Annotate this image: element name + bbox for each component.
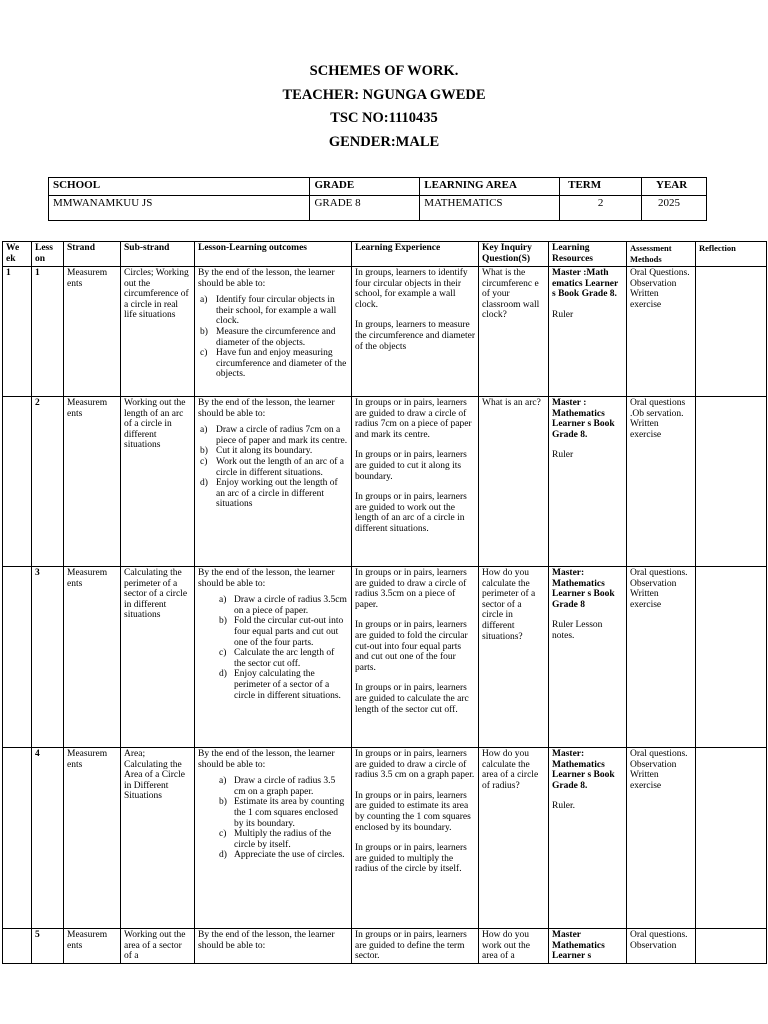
term-value: 2 [560,196,642,221]
substrand-cell [121,267,195,397]
column-header-row [3,242,767,267]
experience-text: In groups or in pairs, learners are guided to cut it along its boundary. [355,450,467,482]
strand-cell [64,748,121,929]
lesson-cell [32,397,64,567]
week-cell [3,567,32,748]
outcome-item [219,616,348,648]
assessment-cell [627,929,696,964]
resources-cell [549,267,627,397]
col-resources: Learning Resources [549,242,627,267]
question-cell [479,748,549,929]
resources-extra: Ruler [552,450,574,461]
resources-cell [549,397,627,567]
table-row [3,929,767,964]
outcome-item [219,776,348,797]
outcome-item [219,648,348,669]
strand-text: Measurem ents [67,930,108,951]
school-header: SCHOOL [49,178,310,196]
outcomes-list [198,425,348,510]
substrand-text: Working out the area of a sector of a [124,930,186,962]
resources-extra: Ruler [552,309,574,320]
col-experience: Learning Experience [352,242,479,267]
experience-text: In groups or in pairs, learners are guided to multiply the radius of the circle by itself. [355,843,467,875]
experience-text: In groups or in pairs, learners are guided to draw a circle of radius 3.5 cm on a graph paper. [355,749,475,781]
table-row [3,267,767,397]
question-cell [479,929,549,964]
substrand-cell [121,929,195,964]
outcome-text: Measure the circumference and diameter of the objects. [216,326,336,348]
outcomes-list [198,295,348,380]
outcome-text: Work out the length of an arc of a circle in different situations. [216,456,344,478]
substrand-text: Calculating the perimeter of a sector of a circle in different situations [124,568,188,621]
outcome-text: Draw a circle of radius 3.5 cm on a graph paper. [234,776,336,797]
col-assessment: Assessment Methods [627,242,696,267]
gender: GENDER:MALE [328,133,440,150]
outcome-text: Have fun and enjoy measuring circumference and diameter of the objects. [216,348,347,380]
experience-text: In groups or in pairs, learners are guided to define the term sector. [355,930,467,962]
outcome-marker: d) [219,850,227,861]
week-number: 1 [6,268,11,278]
lesson-number: 2 [35,398,40,408]
term-header: TERM [560,178,642,196]
outcome-item [219,595,348,616]
substrand-text: Circles; Working out the circumference of a circle in real life situations [124,268,189,321]
experience-text: In groups or in pairs, learners are guided to draw a circle of radius 7cm on a piece of paper and mark its centre. [355,398,472,440]
col-question: Key Inquiry Question(S) [479,242,549,267]
outcome-marker: a) [219,776,227,787]
experience-cell [352,567,479,748]
outcomes-intro: By the end of the lesson, the learner should be able to: [198,268,335,289]
experience-text: In groups or in pairs, learners are guided to calculate the arc length of the sector cut off. [355,683,469,715]
week-cell [3,929,32,964]
question-cell [479,267,549,397]
outcome-item [200,456,348,478]
year-header: YEAR [642,178,707,196]
substrand-text: Working out the length of an arc of a circle in different situations [124,398,186,451]
substrand-cell [121,567,195,748]
outcomes-cell [195,267,352,397]
outcome-text: Calculate the arc length of the sector cut off. [234,648,335,669]
outcomes-intro: By the end of the lesson, the learner should be able to: [198,749,335,770]
resources-book: Master: Mathematics Learner s Book Grade 8. [552,749,615,791]
resources-book: Master : Mathematics Learner s Book Grade 8. [552,398,615,440]
outcome-text: Draw a circle of radius 3.5cm on a piece of paper. [234,595,347,616]
learning-area-value: MATHEMATICS [420,196,560,221]
experience-text: In groups or in pairs, learners are guided to estimate its area by counting the 1 com squares enclosed by its boundary. [355,790,471,833]
assessment-text: Oral questions. Observation Written exercise [630,749,688,791]
outcome-text: Draw a circle of radius 7cm on a piece of paper and mark its centre. [216,425,348,446]
col-outcomes: Lesson-Learning outcomes [195,242,352,267]
substrand-cell [121,748,195,929]
lesson-cell [32,929,64,964]
experience-cell [352,748,479,929]
resources-book: Master :Math ematics Learner s Book Grade 8. [552,268,619,300]
experience-text: In groups or in pairs, learners are guided to work out the length of an arc of a circle in different situations. [355,492,467,534]
grade-value: GRADE 8 [310,196,420,221]
document-title: SCHEMES OF WORK. [309,63,459,79]
question-text: How do you calculate the perimeter of a sector of a circle in different situations? [482,568,536,642]
col-substrand: Sub-strand [121,242,195,267]
assessment-text: Oral questions .Ob servation. Written exercise [630,398,686,440]
school-info-value-row [49,196,707,221]
assessment-cell [627,267,696,397]
col-strand: Strand [64,242,121,267]
outcomes-intro: By the end of the lesson, the learner should be able to: [198,930,335,951]
school-value: MMWANAMKUU JS [49,196,310,221]
reflection-cell [696,567,767,748]
strand-text: Measurem ents [67,398,108,419]
reflection-cell [696,267,767,397]
assessment-text: Oral questions. Observation [630,930,688,951]
outcome-text: Estimate its area by counting the 1 com squares enclosed by its boundary. [234,797,345,829]
outcome-item [200,348,348,380]
outcome-text: Fold the circular cut-out into four equal parts and cut out one of the four parts. [234,616,344,648]
outcomes-cell [195,929,352,964]
col-week: We ek [3,242,32,267]
assessment-cell [627,567,696,748]
table-row [3,748,767,929]
strand-text: Measurem ents [67,268,108,289]
question-cell [479,567,549,748]
lesson-cell [32,567,64,748]
outcomes-cell [195,748,352,929]
col-reflection: Reflection [696,242,767,267]
school-info-table [48,177,707,221]
experience-cell [352,397,479,567]
resources-extra: Ruler. [552,801,575,812]
substrand-cell [121,397,195,567]
experience-text: In groups or in pairs, learners are guided to draw a circle of radius 3.5cm on a piece of paper. [355,568,467,610]
outcomes-cell [195,567,352,748]
table-row [3,567,767,748]
week-cell [3,397,32,567]
outcome-text: Cut it along its boundary. [216,446,313,457]
experience-text: In groups, learners to measure the circumference and diameter of the objects [355,320,475,352]
outcome-marker: a) [200,425,208,436]
outcome-marker: a) [200,295,208,306]
outcome-marker: b) [200,326,208,337]
outcomes-intro: By the end of the lesson, the learner should be able to: [198,568,335,589]
outcome-marker: a) [219,595,227,606]
resources-extra: Ruler Lesson notes. [552,620,603,641]
lesson-cell [32,748,64,929]
outcome-item [219,797,348,829]
lesson-number: 4 [35,749,40,759]
outcome-marker: b) [200,446,208,457]
experience-text: In groups, learners to identify four circular objects in their school, for example a wall clock. [355,268,468,310]
question-text: How do you calculate the area of a circle of radius? [482,749,539,791]
resources-book: Master Mathematics Learner s [552,930,605,962]
experience-cell [352,929,479,964]
outcome-marker: c) [200,456,208,467]
school-info-header-row [49,178,707,196]
outcome-item [219,669,348,701]
strand-cell [64,567,121,748]
week-cell [3,267,32,397]
outcomes-list [198,595,348,701]
strand-cell [64,929,121,964]
teacher-name: TEACHER: NGUNGA GWEDE [282,86,486,103]
table-row [3,397,767,567]
question-cell [479,397,549,567]
experience-cell [352,267,479,397]
outcome-text: Identify four circular objects in their school, for example a wall clock. [216,295,337,327]
strand-text: Measurem ents [67,749,108,770]
lesson-number: 3 [35,568,40,578]
week-cell [3,748,32,929]
question-text: How do you work out the area of a [482,930,531,962]
outcome-item [219,829,348,850]
outcome-marker: d) [219,669,227,680]
outcome-item [200,446,348,457]
outcome-marker: c) [219,648,227,659]
question-text: What is the circumferenc e of your classroom wall clock? [482,268,540,321]
experience-text: In groups or in pairs, learners are guided to fold the circular cut-out into four equal parts and cut out one of the four parts. [355,620,468,673]
assessment-text: Oral Questions. Observation Written exercise [630,268,690,310]
outcome-item [219,850,348,861]
scheme-of-work-table [2,241,767,964]
resources-book: Master: Mathematics Learner s Book Grade 8 [552,568,615,610]
reflection-cell [696,748,767,929]
resources-cell [549,929,627,964]
outcome-item [200,295,348,327]
outcome-text: Appreciate the use of circles. [234,850,345,861]
lesson-number: 1 [35,268,40,278]
outcome-marker: c) [219,829,227,840]
year-value: 2025 [642,196,707,221]
resources-cell [549,567,627,748]
document-header [0,60,768,154]
resources-cell [549,748,627,929]
outcome-marker: d) [200,478,208,489]
assessment-text: Oral questions. Observation Written exercise [630,568,688,610]
question-text: What is an arc? [482,398,541,408]
reflection-cell [696,929,767,964]
outcome-marker: b) [219,616,227,627]
outcomes-intro: By the end of the lesson, the learner should be able to: [198,398,335,419]
outcome-marker: b) [219,797,227,808]
lesson-cell [32,267,64,397]
grade-header: GRADE [310,178,420,196]
assessment-cell [627,748,696,929]
strand-cell [64,397,121,567]
col-lesson: Less on [32,242,64,267]
outcome-item [200,326,348,348]
outcomes-cell [195,397,352,567]
outcome-text: Enjoy calculating the perimeter of a sector of a circle in different situations. [234,669,341,701]
outcome-marker: c) [200,348,208,359]
lesson-number: 5 [35,930,40,940]
reflection-cell [696,397,767,567]
assessment-cell [627,397,696,567]
substrand-text: Area; Calculating the Area of a Circle in Different Situations [124,749,185,802]
outcome-text: Multiply the radius of the circle by itself. [234,829,332,850]
tsc-number: TSC NO:1110435 [330,110,438,126]
learning-area-header: LEARNING AREA [420,178,560,196]
outcome-text: Enjoy working out the length of an arc of a circle in different situations [216,478,338,510]
outcome-item [200,425,348,446]
outcome-item [200,478,348,510]
outcomes-list [198,776,348,861]
strand-cell [64,267,121,397]
strand-text: Measurem ents [67,568,108,589]
